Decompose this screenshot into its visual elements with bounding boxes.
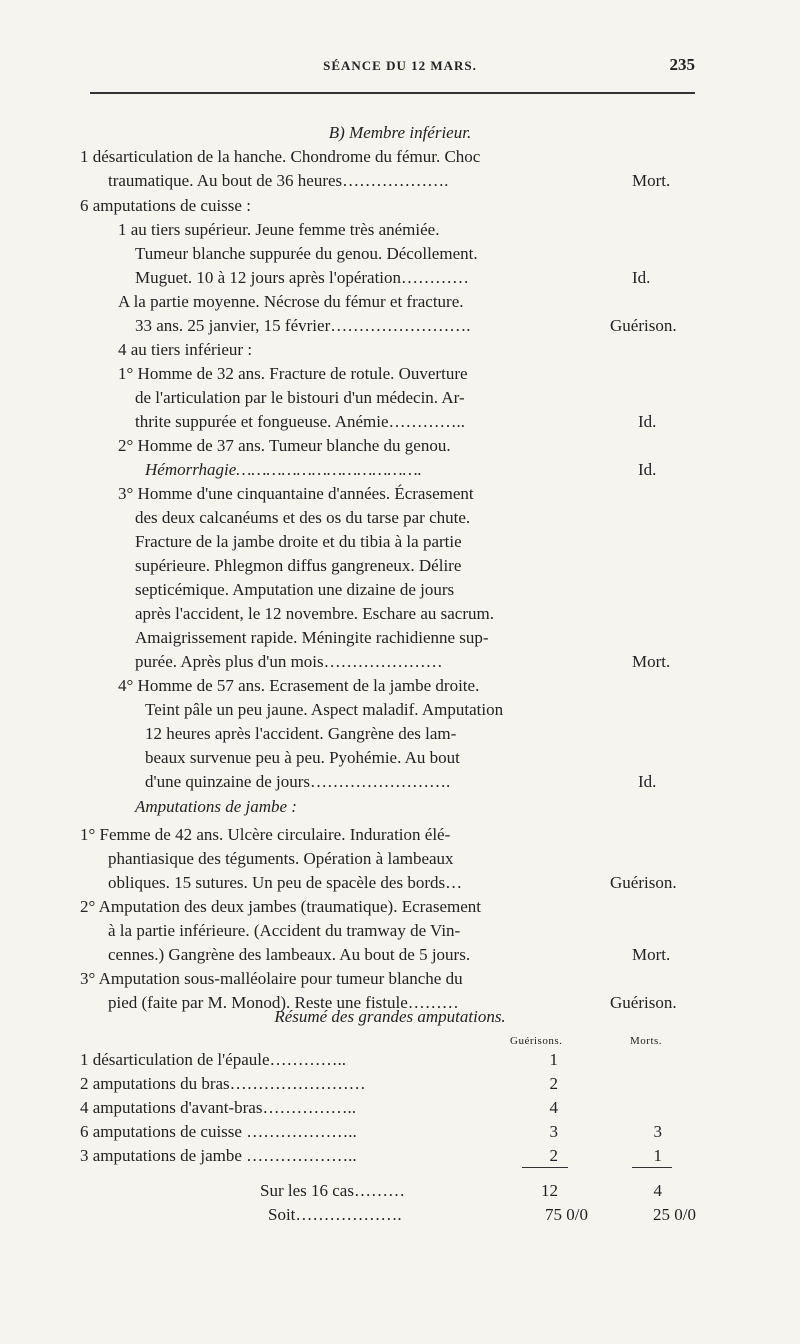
summary-row-label: 6 amputations de cuisse ……………….. — [80, 1122, 357, 1141]
text-line: pied (faite par M. Monod). Reste une fistule……… — [108, 993, 459, 1012]
text-line: obliques. 15 sutures. Un peu de spacèle des bords… — [108, 873, 463, 892]
summary-title: Résumé des grandes amputations. — [274, 1007, 506, 1026]
text-line: 1 au tiers supérieur. Jeune femme très anémiée. — [118, 220, 440, 239]
running-header: SÉANCE DU 12 MARS. — [323, 58, 477, 73]
text-line: 2° Amputation des deux jambes (traumatique). Ecrasement — [80, 897, 481, 916]
text-line: traumatique. Au bout de 36 heures………………. — [108, 171, 449, 190]
summary-morts: 3 — [653, 1122, 662, 1141]
summary-row-label: 1 désarticulation de l'épaule………….. — [80, 1050, 347, 1069]
col-header-morts: Morts. — [630, 1035, 663, 1047]
text-line: 1° Femme de 42 ans. Ulcère circulaire. Induration élé- — [80, 825, 451, 844]
text-line: supérieure. Phlegmon diffus gangreneux. Délire — [135, 556, 462, 575]
text-line: après l'accident, le 12 novembre. Eschare au sacrum. — [135, 604, 494, 623]
text-line: Hémorrhagie………………………………. — [145, 460, 422, 479]
text-line: 2° Homme de 37 ans. Tumeur blanche du genou. — [118, 436, 451, 455]
summary-gueri: 1 — [549, 1050, 558, 1069]
text-line: de l'articulation par le bistouri d'un médecin. Ar- — [135, 388, 465, 407]
total-rule-morts — [632, 1167, 672, 1168]
outcome: Mort. — [632, 652, 671, 671]
page-number: 235 — [669, 55, 695, 74]
outcome: Id. — [632, 268, 651, 287]
header-rule — [90, 92, 695, 94]
col-header-gueri: Guérisons. — [510, 1035, 563, 1047]
text-line: cennes.) Gangrène des lambeaux. Au bout de 5 jours. — [108, 945, 471, 964]
text-line: beaux survenue peu à peu. Pyohémie. Au bout — [145, 748, 460, 767]
summary-row-label: 4 amputations d'avant-bras…………….. — [80, 1098, 356, 1117]
outcome: Mort. — [632, 171, 671, 190]
summary-row-label: 3 amputations de jambe ……………….. — [80, 1146, 357, 1165]
total-label: Sur les 16 cas……… — [260, 1181, 405, 1200]
text-line: phantiasique des téguments. Opération à lambeaux — [108, 849, 454, 868]
text-line: à la partie inférieure. (Accident du tramway de Vin- — [108, 921, 461, 940]
total-gueri: 12 — [541, 1181, 558, 1200]
percent-gueri: 75 0/0 — [545, 1205, 588, 1224]
outcome: Mort. — [632, 945, 671, 964]
text-line: des deux calcanéums et des os du tarse par chute. — [135, 508, 471, 527]
subsection-title: Amputations de jambe : — [135, 797, 297, 816]
text-line: septicémique. Amputation une dizaine de jours — [135, 580, 455, 599]
summary-morts: 1 — [653, 1146, 662, 1165]
outcome: Id. — [638, 772, 657, 791]
outcome: Id. — [638, 460, 657, 479]
percent-morts: 25 0/0 — [653, 1205, 696, 1224]
summary-gueri: 3 — [549, 1122, 558, 1141]
text-line: Tumeur blanche suppurée du genou. Décollement. — [135, 244, 478, 263]
text-line: A la partie moyenne. Nécrose du fémur et fracture. — [118, 292, 464, 311]
text-line: 6 amputations de cuisse : — [80, 196, 251, 215]
text-line: d'une quinzaine de jours……………………. — [145, 772, 451, 791]
total-rule-gueri — [522, 1167, 568, 1168]
text-line: Amaigrissement rapide. Méningite rachidienne sup- — [135, 628, 489, 647]
percent-label: Soit………………. — [268, 1205, 402, 1224]
text-line: 33 ans. 25 janvier, 15 février……………………. — [135, 316, 471, 335]
section-title: B) Membre inférieur. — [328, 123, 472, 142]
text-line: 1° Homme de 32 ans. Fracture de rotule. Ouverture — [118, 364, 468, 383]
summary-gueri: 4 — [549, 1098, 558, 1117]
outcome: Id. — [638, 412, 657, 431]
text-line: 12 heures après l'accident. Gangrène des lam- — [145, 724, 457, 743]
text-line: 3° Amputation sous-malléolaire pour tumeur blanche du — [80, 969, 463, 988]
text-line: Fracture de la jambe droite et du tibia à la partie — [135, 532, 462, 551]
text-line: Muguet. 10 à 12 jours après l'opération………… — [135, 268, 470, 287]
text-line: 4 au tiers inférieur : — [118, 340, 253, 359]
text-line: purée. Après plus d'un mois………………… — [135, 652, 443, 671]
total-morts: 4 — [653, 1181, 662, 1200]
text-line: 1 désarticulation de la hanche. Chondrome du fémur. Choc — [80, 147, 481, 166]
outcome: Guérison. — [610, 316, 677, 335]
outcome: Guérison. — [610, 873, 677, 892]
text-line: 4° Homme de 57 ans. Ecrasement de la jambe droite. — [118, 676, 480, 695]
text-line: Teint pâle un peu jaune. Aspect maladif. Amputation — [145, 700, 504, 719]
summary-gueri: 2 — [549, 1146, 558, 1165]
outcome: Guérison. — [610, 993, 677, 1012]
summary-row-label: 2 amputations du bras…………………… — [80, 1074, 366, 1093]
text-line: thrite suppurée et fongueuse. Anémie………….. — [135, 412, 466, 431]
summary-gueri: 2 — [549, 1074, 558, 1093]
text-line: 3° Homme d'une cinquantaine d'années. Écrasement — [118, 484, 474, 503]
